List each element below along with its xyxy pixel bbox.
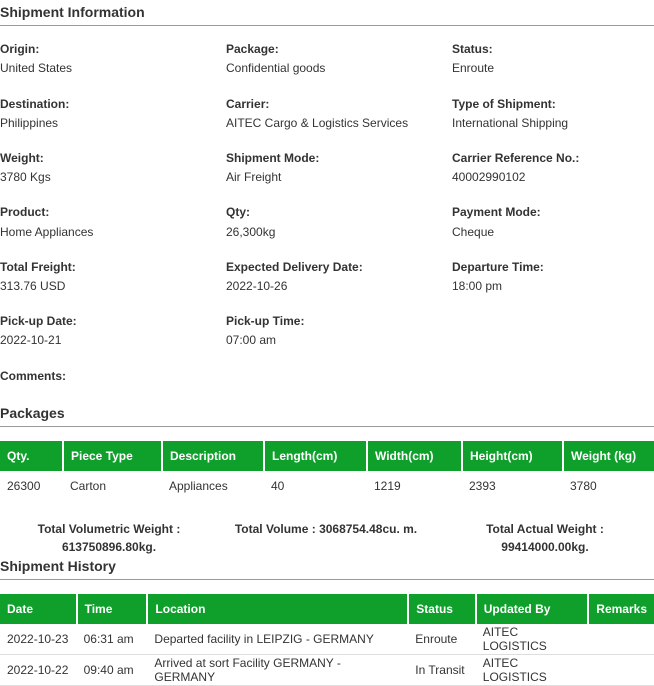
total-freight-value: 313.76 USD (0, 279, 66, 293)
history-location-cell: Arrived at sort Facility GERMANY - GERMANY (147, 655, 408, 686)
history-header-status: Status (408, 594, 475, 624)
package-height-cell: 2393 (469, 479, 496, 493)
status-label: Status: (452, 42, 493, 56)
history-updated-by-cell: AITEC LOGISTICS (476, 655, 589, 686)
table-row (0, 624, 654, 655)
carrier-reference-value: 40002990102 (452, 170, 526, 184)
history-status-cell: In Transit (408, 655, 475, 686)
history-header-updated-by: Updated By (476, 594, 589, 624)
history-date-cell: 2022-10-23 (0, 624, 77, 655)
packages-header-weight: Weight (kg) (563, 441, 654, 471)
packages-header-width: Width(cm) (367, 441, 462, 471)
comments-label: Comments: (0, 369, 67, 383)
product-value: Home Appliances (0, 225, 94, 239)
payment-mode-field (452, 205, 654, 240)
history-header-time: Time (77, 594, 148, 624)
carrier-value: AITEC Cargo & Logistics Services (226, 116, 409, 130)
shipment-mode-label: Shipment Mode: (226, 151, 320, 165)
history-header-location: Location (147, 594, 408, 624)
carrier-reference-field (452, 151, 654, 185)
pickup-date-label: Pick-up Date: (0, 314, 77, 328)
total-volume-text: Total Volume : 3068754.48cu. m. (234, 522, 418, 536)
weight-field (0, 151, 220, 185)
destination-label: Destination: (0, 97, 70, 111)
total-actual-weight-value: 99414000.00kg. (501, 540, 589, 554)
packages-header-length: Length(cm) (264, 441, 367, 471)
package-qty-cell: 26300 (7, 479, 41, 493)
history-header-row (0, 594, 654, 624)
shipment-information-title: Shipment Information (0, 4, 654, 26)
package-value: Confidential goods (226, 61, 326, 75)
package-piece-type-cell: Carton (70, 479, 107, 493)
package-description-cell: Appliances (169, 479, 228, 493)
history-date-cell: 2022-10-22 (0, 655, 77, 686)
package-length-cell: 40 (271, 479, 285, 493)
history-location-cell: Departed facility in LEIPZIG - GERMANY (147, 624, 408, 655)
package-width-cell: 1219 (374, 479, 401, 493)
pickup-time-field (226, 314, 446, 348)
product-label: Product: (0, 205, 50, 219)
total-actual-weight (460, 520, 630, 556)
destination-value: Philippines (0, 116, 59, 130)
qty-label: Qty: (226, 205, 250, 219)
qty-field (226, 205, 446, 240)
origin-field (0, 42, 220, 76)
history-time-cell: 09:40 am (77, 655, 148, 686)
package-field (226, 42, 446, 76)
shipment-mode-value: Air Freight (226, 170, 282, 184)
history-status-cell: Enroute (408, 624, 475, 655)
carrier-field (226, 97, 446, 131)
pickup-time-label: Pick-up Time: (226, 314, 305, 328)
shipment-history-table (0, 594, 654, 686)
total-volumetric-weight-value: 613750896.80kg. (61, 540, 157, 554)
expected-delivery-label: Expected Delivery Date: (226, 260, 363, 274)
weight-label: Weight: (0, 151, 44, 165)
weight-value: 3780 Kgs (0, 170, 51, 184)
packages-header-qty: Qty. (0, 441, 63, 471)
departure-time-field (452, 260, 654, 294)
departure-time-label: Departure Time: (452, 260, 544, 274)
total-volume (226, 520, 426, 538)
packages-title: Packages (0, 405, 654, 427)
carrier-label: Carrier: (226, 97, 270, 111)
destination-field (0, 97, 220, 131)
origin-value: United States (0, 61, 73, 75)
shipment-mode-field (226, 151, 446, 185)
history-updated-by-cell: AITEC LOGISTICS (476, 624, 589, 655)
origin-label: Origin: (0, 42, 40, 56)
packages-header-description: Description (162, 441, 264, 471)
table-row (0, 471, 654, 501)
status-value: Enroute (452, 61, 495, 75)
expected-delivery-field (226, 260, 446, 294)
departure-time-value: 18:00 pm (452, 279, 503, 293)
package-label: Package: (226, 42, 279, 56)
comments-field (0, 369, 220, 388)
status-field (452, 42, 654, 76)
total-freight-field (0, 260, 220, 294)
history-header-remarks: Remarks (588, 594, 654, 624)
type-of-shipment-value: International Shipping (452, 116, 569, 130)
packages-table (0, 441, 654, 501)
total-actual-weight-label: Total Actual Weight : (486, 522, 604, 536)
packages-header-row (0, 441, 654, 471)
packages-header-height: Height(cm) (462, 441, 563, 471)
pickup-date-field (0, 314, 220, 348)
shipment-history-title: Shipment History (0, 558, 654, 580)
payment-mode-value: Cheque (452, 225, 495, 239)
type-of-shipment-label: Type of Shipment: (452, 97, 556, 111)
type-of-shipment-field (452, 97, 654, 131)
history-remarks-cell (588, 624, 654, 655)
pickup-date-value: 2022-10-21 (0, 333, 62, 347)
payment-mode-label: Payment Mode: (452, 205, 541, 219)
expected-delivery-value: 2022-10-26 (226, 279, 288, 293)
packages-header-piece-type: Piece Type (63, 441, 162, 471)
package-weight-cell: 3780 (570, 479, 597, 493)
total-volumetric-weight-label: Total Volumetric Weight : (37, 522, 181, 536)
history-header-date: Date (0, 594, 77, 624)
pickup-time-value: 07:00 am (226, 333, 277, 347)
total-freight-label: Total Freight: (0, 260, 76, 274)
carrier-reference-label: Carrier Reference No.: (452, 151, 580, 165)
total-volumetric-weight (20, 520, 198, 556)
qty-value: 26,300kg (226, 225, 276, 239)
product-field (0, 205, 220, 240)
history-time-cell: 06:31 am (77, 624, 148, 655)
